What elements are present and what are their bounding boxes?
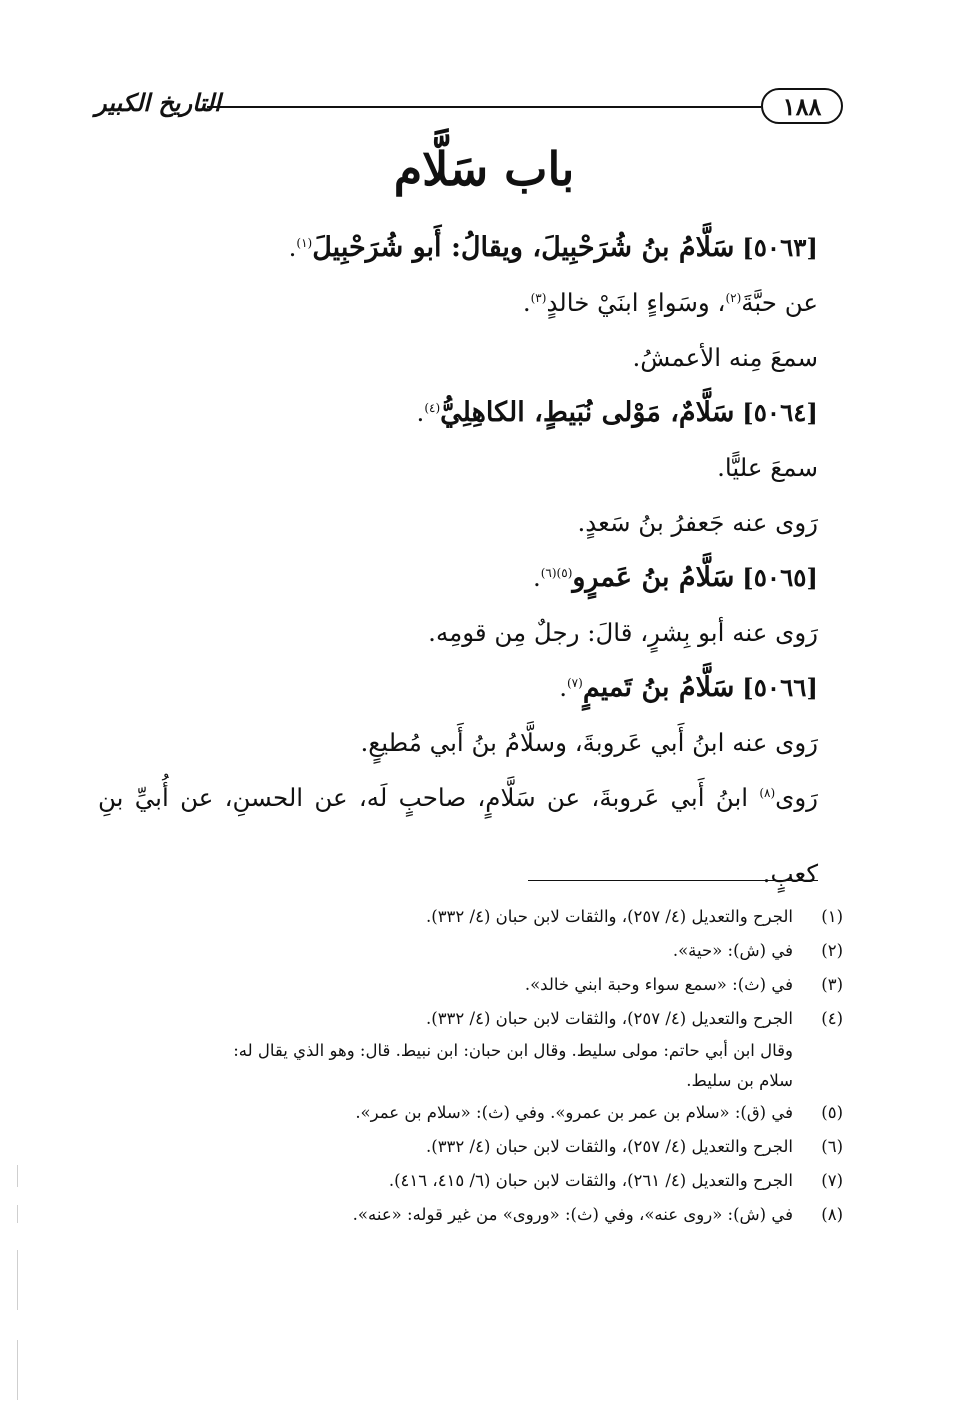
footnote-item bbox=[98, 1002, 843, 1036]
word: صاحبٍ bbox=[398, 783, 467, 812]
footnote-text: في (ش): «روى عنه»، وفي (ث): «وروى» من غير قوله: «عنه». bbox=[352, 1205, 793, 1224]
entry-line: سمعَ مِنه الأعمشُ. bbox=[632, 343, 818, 372]
footnote-marker: (٣) bbox=[821, 975, 843, 994]
entry-name: سَلَّامٌ، مَوْلى نُبَيطٍ، الكاهِلِيُّ bbox=[440, 397, 735, 428]
scan-mark bbox=[17, 1205, 18, 1223]
footnote-ref[interactable]: (٣) bbox=[530, 290, 547, 305]
entry-heading: [٥٠٦٣] سَلَّامُ بنُ شُرَحْبِيلَ، ويقالُ: أَبو شُرَحْبِيلَ$^{(١)}$. bbox=[288, 232, 818, 263]
footnote-text: الجرح والتعديل (٤/ ٢٥٧)، والثقات لابن حبان (٤/ ٣٣٢). bbox=[426, 1137, 793, 1156]
word: أُبيِّ bbox=[134, 783, 169, 812]
word: بنِ bbox=[98, 783, 124, 812]
footnote-item bbox=[98, 934, 843, 968]
entry-heading: [٥٠٦٦] سَلَّامُ بنُ تَميمٍ$^{(٧)}$. bbox=[559, 672, 818, 703]
word: ابنُ bbox=[715, 783, 749, 812]
footnote-ref[interactable]: (٥)(٦) bbox=[540, 565, 573, 580]
main-text bbox=[98, 220, 818, 913]
word: عَروبةَ، bbox=[591, 783, 660, 812]
running-header bbox=[95, 86, 843, 130]
chapter-heading: باب سَلَّام bbox=[393, 142, 575, 196]
word: سَلَّامٍ، bbox=[477, 783, 536, 812]
entry-line: رَوى عنه أبو بِشرٍ، قالَ: رجلٌ مِن قومِه. bbox=[428, 618, 818, 647]
footnote-ref[interactable]: (٢) bbox=[725, 290, 742, 305]
scan-mark bbox=[17, 1165, 18, 1187]
entry-number: [٥٠٦٣] bbox=[742, 233, 818, 262]
entry-line: رَوى عنه جَعفرُ بنُ سَعدٍ. bbox=[577, 508, 818, 537]
entry-line: رَوى عنه ابنُ أَبي عَروبةَ، وسلَّامُ بنُ أَبي مُطيعٍ. bbox=[360, 728, 818, 757]
entry-number: [٥٠٦٦] bbox=[742, 673, 818, 702]
final-paragraph-line: رَوى$^{(٨)}$ ابنُ أَبي عَروبةَ، عن سَلَّامٍ، صاحبٍ لَه، عن الحسنِ، عن أُبيِّ بنِ bbox=[98, 770, 818, 825]
footnote-marker: (٦) bbox=[821, 1137, 843, 1156]
word: أَبي bbox=[670, 783, 705, 812]
footnote-ref[interactable]: (٨) bbox=[759, 785, 776, 800]
footnote-ref[interactable]: (٤) bbox=[424, 400, 441, 415]
entry-number: [٥٠٦٥] bbox=[742, 563, 818, 592]
entry-line: سمعَ عليًّا. bbox=[717, 453, 818, 482]
footnote-text: الجرح والتعديل (٤/ ٢٥٧)، والثقات لابن حبان (٤/ ٣٣٢). bbox=[426, 907, 793, 926]
footnote-item bbox=[98, 900, 843, 934]
footnote-item bbox=[98, 1130, 843, 1164]
entry-line: عن حبَّةَ$^{(٢)}$، وسَواءٍ ابنَيْ خالدٍ$^{(٣)}$. bbox=[522, 288, 818, 317]
word: عن bbox=[180, 783, 214, 812]
footnote-text: في (ق): «سلام بن عمر بن عمرو». وفي (ث): «سلام بن عمر». bbox=[355, 1103, 793, 1122]
footnote-item bbox=[98, 968, 843, 1002]
footnote-text: في (ش): «حية». bbox=[672, 941, 793, 960]
word: الحسنِ، bbox=[224, 783, 304, 812]
entry-heading: [٥٠٦٤] سَلَّامٌ، مَوْلى نُبَيطٍ، الكاهِلِيُّ$^{(٤)}$. bbox=[416, 397, 818, 428]
footnote-text: في (ث): «سمع سواء وحبة ابني خالد». bbox=[524, 975, 793, 994]
footnote-continuation: وقال ابن أبي حاتم: مولى سليط. وقال ابن حبان: ابن نبيط. قال: وهو الذي يقال له: سلام بن سليط. bbox=[233, 1041, 793, 1090]
entry-number: [٥٠٦٤] bbox=[742, 398, 818, 427]
footnote-ref[interactable]: (١) bbox=[296, 235, 313, 250]
footnote-marker: (١) bbox=[821, 907, 843, 926]
footnote-ref[interactable]: (٧) bbox=[566, 675, 583, 690]
final-paragraph-end: كعبٍ. bbox=[762, 859, 818, 888]
footnotes bbox=[98, 900, 843, 1232]
entry-heading: [٥٠٦٥] سَلَّامُ بنُ عَمرٍو$^{(٥)(٦)}$. bbox=[532, 562, 818, 593]
footnote-marker: (٧) bbox=[821, 1171, 843, 1190]
header-rule bbox=[207, 106, 761, 108]
footnote-marker: (٨) bbox=[821, 1205, 843, 1224]
footnote-item bbox=[98, 1164, 843, 1198]
scan-mark bbox=[17, 1250, 18, 1310]
footnote-text: الجرح والتعديل (٤/ ٢٦١)، والثقات لابن حبان (٦/ ٤١٥، ٤١٦). bbox=[388, 1171, 793, 1190]
scan-mark bbox=[17, 1340, 18, 1400]
footnote-separator bbox=[528, 880, 818, 881]
entry-name: سَلَّامُ بنُ شُرَحْبِيلَ، ويقالُ: أَبو شُرَحْبِيلَ bbox=[312, 232, 735, 263]
word: لَه، bbox=[358, 783, 388, 812]
footnote-marker: (٢) bbox=[821, 941, 843, 960]
footnote-item bbox=[98, 1198, 843, 1232]
page-number: ١٨٨ bbox=[761, 88, 843, 124]
footnote-marker: (٥) bbox=[821, 1103, 843, 1122]
word: عن bbox=[314, 783, 348, 812]
entry-name: سَلَّامُ بنُ عَمرٍو bbox=[572, 562, 735, 593]
entry-name: سَلَّامُ بنُ تَميمٍ bbox=[582, 672, 735, 703]
word: عن bbox=[546, 783, 581, 812]
footnote-marker: (٤) bbox=[821, 1009, 843, 1028]
footnote-item bbox=[98, 1096, 843, 1130]
footnote-text: الجرح والتعديل (٤/ ٢٥٧)، والثقات لابن حبان (٤/ ٣٣٢). bbox=[426, 1009, 793, 1028]
book-title: التاريخ الكبير bbox=[95, 88, 221, 117]
